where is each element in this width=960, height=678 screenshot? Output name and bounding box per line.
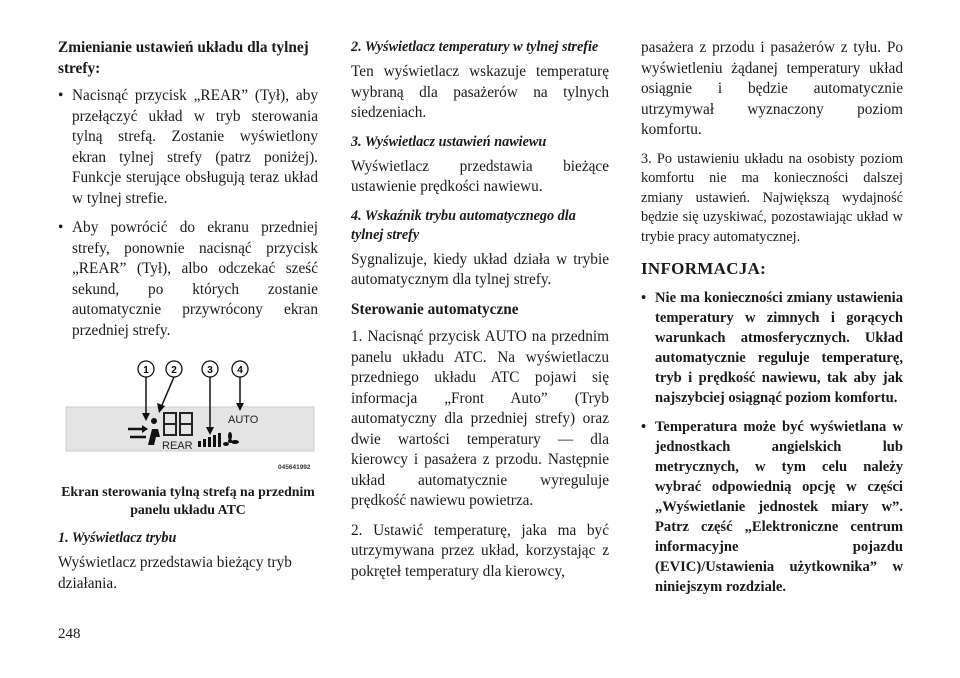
list-item-text: Nacisnąć przycisk „REAR” (Tył), aby przełączyć układ w tryb sterowania tylną strefą. Zostanie wyświetlony ekran tylnej strefy (patrz poniżej). Funkcje sterujące obsługują teraz układ w tylnej strefie. [72,87,318,207]
list-item [58,86,318,209]
item-2-title: 2. Wyświetlacz temperatury w tylnej strefie [351,39,599,55]
callout-1-label: 1 [143,365,149,376]
column-right [641,38,903,606]
bullet-marker: • [58,219,64,236]
rear-label: REAR [162,440,193,452]
bullet-marker: • [58,87,64,104]
column-left [58,38,318,603]
callout-2-label: 2 [171,365,177,376]
item-3-title: 3. Wyświetlacz ustawień nawiewu [351,133,547,150]
step-1-text: 1. Nacisnąć przycisk AUTO na przednim panelu układu ATC. Na wyświetlaczu przedniego układu ATC pojawi się informacja „Front Auto” (Tryb automatyczny dla przedniej strefy) oraz dwie wartości temperatury — dla kierowcy i pasażera z przodu. Następnie układ automatycznie wyreguluje prędkość nawiewu powietrza. [351,328,609,509]
rear-zone-display-illustration [58,357,318,475]
list-item [58,218,318,341]
item-2-text: Ten wyświetlacz wskazuje temperaturę wybraną dla pasażerów na tylnych siedzeniach. [351,63,609,121]
info-list-item-text: Nie ma konieczności zmiany ustawienia temperatury w zimnych i gorących warunkach atmosferycznych. Układ automatycznie reguluje temperaturę, tryb i prędkość nawiewu, tak aby jak najszybciej osiągnąć poziom komfortu. [655,289,903,406]
callout-3-label: 3 [207,365,213,376]
info-list-item-text: Temperatura może być wyświetlana w jednostkach angielskich lub metrycznych, w tym celu należy wybrać odpowiednią opcję w części „Wyświetlanie jednostek miary w”. Patrz część „Elektroniczne centrum informacyjne pojazdu (EVIC)/Ustawienia użytkownika” w niniejszym rozdziale. [655,418,903,595]
info-list-item [641,288,903,408]
figure-caption: Ekran sterowania tylną strefą na przednim panelu układu ATC [61,484,315,517]
item-4-text: Sygnalizuje, kiedy układ działa w trybie automatycznym dla tylnej strefy. [351,250,609,288]
callout-4-label: 4 [237,365,243,376]
list-item-text: Aby powrócić do ekranu przedniej strefy, ponownie nacisnąć przycisk „REAR” (Tył), albo odczekać sześć sekund, po których zostanie automatycznie przywrócony ekran przedniej strefy. [72,219,318,339]
bullet-marker: • [641,418,647,435]
item-1-title: 1. Wyświetlacz trybu [58,530,177,546]
auto-control-heading: Sterowanie automatyczne [351,300,519,318]
bullet-list [58,86,318,341]
item-3-text: Wyświetlacz przedstawia bieżące ustawienie prędkości nawiewu. [351,157,609,195]
info-heading: INFORMACJA: [641,259,767,278]
callout-2-line [162,377,174,405]
info-bullet-list [641,288,903,597]
auto-label: AUTO [228,414,259,426]
rear-zone-display-figure [58,357,318,475]
step-2-text: 2. Ustawić temperaturę, jaka ma być utrzymywana przez układ, korzystając z pokręteł temperatury dla kierowcy, [351,521,609,580]
page-number: 248 [58,626,81,642]
step-2-continued-text: pasażera z przodu i pasażerów z tyłu. Po wyświetleniu żądanej temperatury układ osiągnie i będzie automatycznie utrzymywał wyznaczony poziom komfortu. [641,39,903,138]
bullet-marker: • [641,289,647,306]
info-list-item [641,417,903,597]
figure-code: 045641992 [278,464,311,471]
item-4-title: 4. Wskaźnik trybu automatycznego dla tylnej strefy [351,207,576,243]
section-heading: Zmienianie ustawień układu dla tylnej strefy: [58,39,309,77]
step-3-text: 3. Po ustawieniu układu na osobisty poziom komfortu nie ma konieczności dalszej zmiany ustawień. Największą wydajność będzie się uzyskiwać, pozostawiając układ w trybie pracy automatycznej. [641,150,903,245]
column-middle [351,38,609,591]
item-1-text: Wyświetlacz przedstawia bieżący tryb działania. [58,554,292,592]
